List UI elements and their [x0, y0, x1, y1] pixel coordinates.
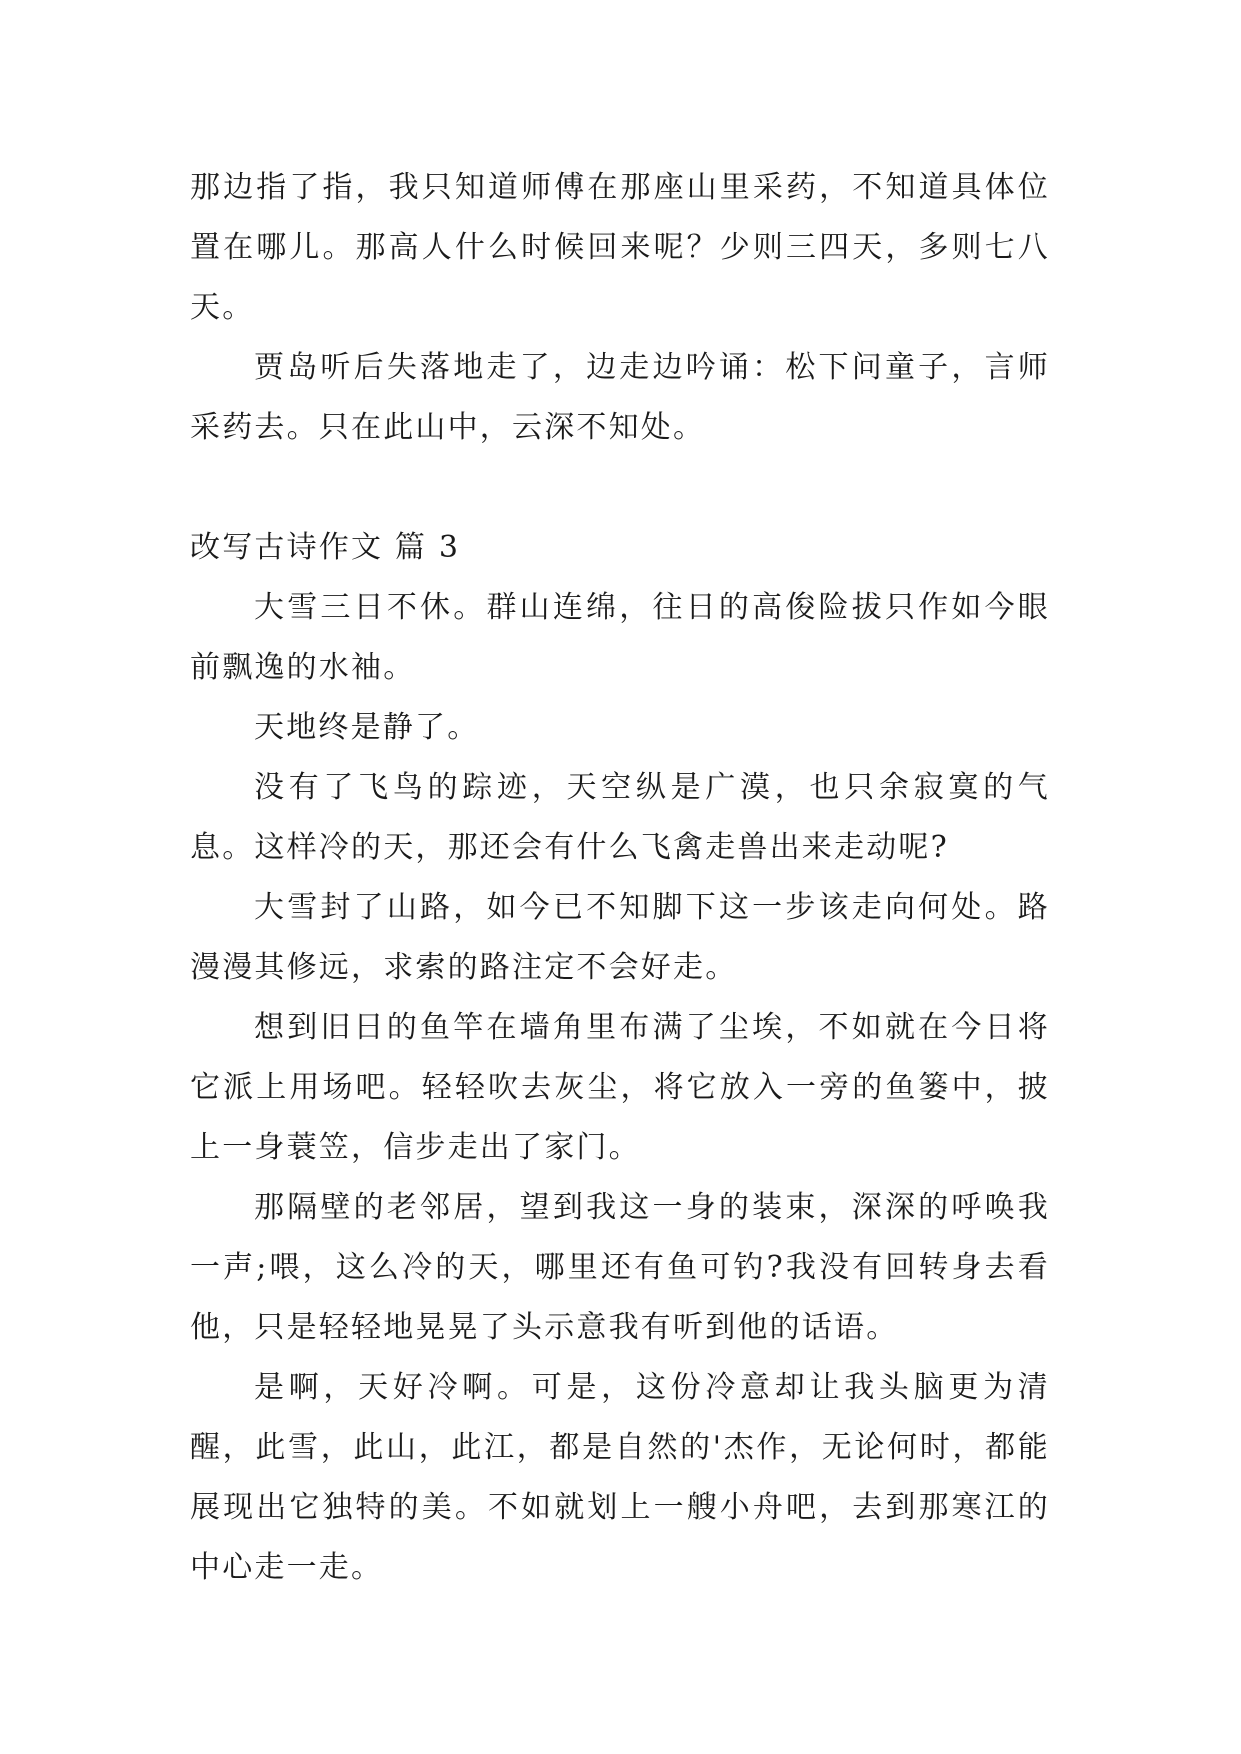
paragraph-continuation: 那边指了指，我只知道师傅在那座山里采药，不知道具体位置在哪儿。那高人什么时候回来呢？少则三四天，多则七八天。 — [190, 170, 1050, 325]
paragraph: 想到旧日的鱼竿在墙角里布满了尘埃，不如就在今日将它派上用场吧。轻轻吹去灰尘，将它放入一旁的鱼篓中，披上一身蓑笠，信步走出了家门。 — [190, 1010, 1050, 1165]
paragraph: 没有了飞鸟的踪迹，天空纵是广漠，也只余寂寞的气息。这样冷的天，那还会有什么飞禽走兽出来走动呢? — [190, 770, 1050, 865]
paragraph: 是啊，天好冷啊。可是，这份冷意却让我头脑更为清醒，此雪，此山，此江，都是自然的'杰作，无论何时，都能展现出它独特的美。不如就划上一艘小舟吧，去到那寒江的中心走一走。 — [190, 1370, 1050, 1585]
paragraph: 大雪封了山路，如今已不知脚下这一步该走向何处。路漫漫其修远，求索的路注定不会好走。 — [190, 890, 1050, 985]
paragraph: 天地终是静了。 — [254, 710, 480, 745]
paragraph: 那隔壁的老邻居，望到我这一身的装束，深深的呼唤我一声;喂，这么冷的天，哪里还有鱼可钓?我没有回转身去看他，只是轻轻地晃晃了头示意我有听到他的话语。 — [190, 1190, 1050, 1345]
section-heading: 改写古诗作文 篇 3 — [190, 530, 461, 565]
paragraph: 大雪三日不休。群山连绵，往日的高俊险拔只作如今眼前飘逸的水袖。 — [190, 590, 1050, 685]
document-body — [190, 158, 1050, 1598]
paragraph: 贾岛听后失落地走了，边走边吟诵：松下问童子，言师采药去。只在此山中，云深不知处。 — [190, 350, 1050, 445]
